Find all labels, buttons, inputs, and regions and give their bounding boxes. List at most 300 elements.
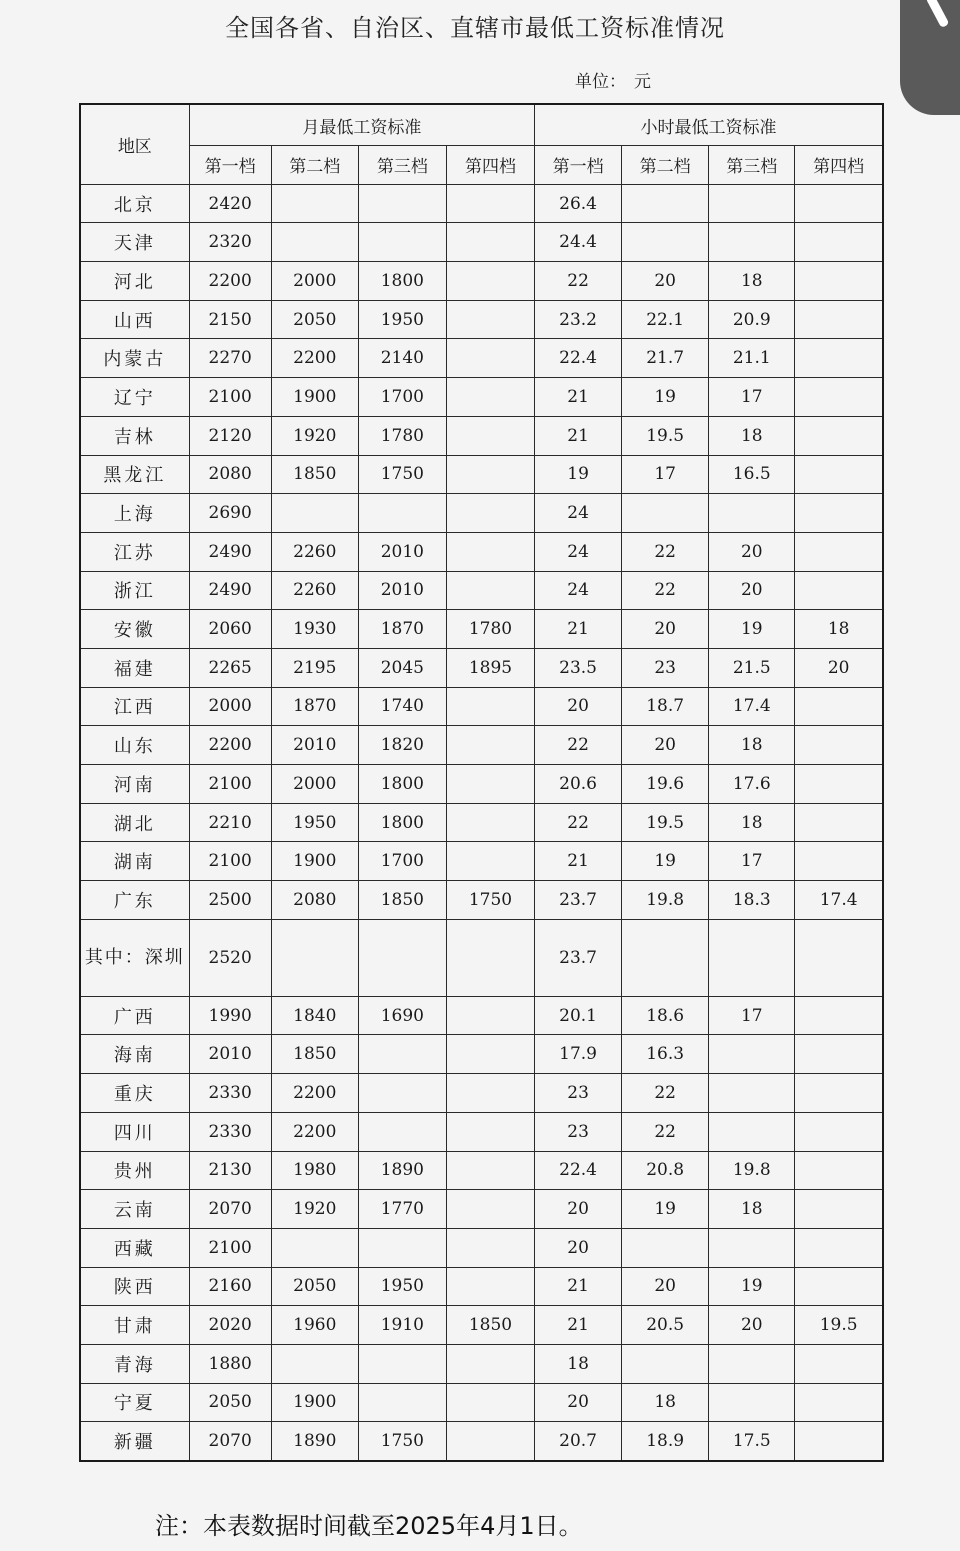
hourly-value-cell [795, 726, 883, 765]
hourly-value-cell: 23 [535, 1074, 622, 1113]
monthly-value-cell: 2130 [189, 1151, 271, 1190]
monthly-value-cell: 2070 [189, 1422, 271, 1461]
monthly-value-cell: 2200 [271, 339, 358, 378]
table-row [80, 1074, 883, 1113]
region-cell: 河南 [80, 765, 189, 804]
monthly-value-cell [446, 726, 534, 765]
hourly-value-cell: 21 [535, 1306, 622, 1345]
monthly-value-cell: 1840 [271, 996, 358, 1035]
monthly-value-cell: 1910 [358, 1306, 446, 1345]
hourly-value-cell: 19.5 [622, 416, 709, 455]
monthly-tier-header: 第一档 [189, 146, 271, 185]
monthly-value-cell [446, 532, 534, 571]
hourly-value-cell: 20 [709, 571, 795, 610]
hourly-value-cell: 24.4 [535, 223, 622, 262]
monthly-value-cell: 2050 [189, 1383, 271, 1422]
monthly-value-cell: 2060 [189, 610, 271, 649]
hourly-value-cell [709, 1112, 795, 1151]
hourly-value-cell: 24 [535, 571, 622, 610]
hourly-value-cell [795, 184, 883, 223]
monthly-value-cell: 1780 [358, 416, 446, 455]
monthly-value-cell: 2010 [189, 1035, 271, 1074]
monthly-value-cell: 2265 [189, 648, 271, 687]
table-row [80, 416, 883, 455]
hourly-value-cell [709, 1344, 795, 1383]
hourly-value-cell [709, 919, 795, 996]
region-cell: 北京 [80, 184, 189, 223]
monthly-value-cell: 2200 [189, 262, 271, 301]
hourly-group-header: 小时最低工资标准 [535, 104, 883, 146]
hourly-value-cell: 20.6 [535, 765, 622, 804]
hourly-value-cell [795, 378, 883, 417]
monthly-value-cell: 2100 [189, 1228, 271, 1267]
hourly-value-cell: 23 [535, 1112, 622, 1151]
hourly-value-cell: 22 [622, 571, 709, 610]
hourly-value-cell: 20 [622, 1267, 709, 1306]
table-row [80, 339, 883, 378]
hourly-value-cell: 17.4 [709, 687, 795, 726]
hourly-value-cell: 21 [535, 842, 622, 881]
monthly-value-cell [446, 1035, 534, 1074]
region-cell: 河北 [80, 262, 189, 301]
hourly-value-cell [795, 494, 883, 533]
monthly-value-cell [446, 494, 534, 533]
hourly-value-cell: 21.7 [622, 339, 709, 378]
monthly-value-cell: 1950 [271, 803, 358, 842]
hourly-value-cell: 21 [535, 416, 622, 455]
table-row [80, 1190, 883, 1229]
hourly-value-cell [795, 455, 883, 494]
table-row [80, 1112, 883, 1151]
region-cell: 云南 [80, 1190, 189, 1229]
monthly-value-cell: 2520 [189, 919, 271, 996]
region-cell: 浙江 [80, 571, 189, 610]
hourly-value-cell: 18.6 [622, 996, 709, 1035]
footnote: 注：本表数据时间截至2025年4月1日。 [155, 1512, 583, 1540]
monthly-value-cell [358, 223, 446, 262]
hourly-value-cell [795, 1267, 883, 1306]
monthly-value-cell [271, 919, 358, 996]
monthly-value-cell: 2000 [271, 765, 358, 804]
region-cell: 其中：深圳 [80, 919, 189, 996]
monthly-value-cell: 2100 [189, 765, 271, 804]
hourly-value-cell: 22 [622, 1074, 709, 1113]
hourly-value-cell: 16.3 [622, 1035, 709, 1074]
hourly-value-cell: 19 [535, 455, 622, 494]
monthly-value-cell: 2020 [189, 1306, 271, 1345]
monthly-value-cell: 2010 [358, 532, 446, 571]
wage-table [79, 103, 884, 1462]
monthly-value-cell: 1895 [446, 648, 534, 687]
page-title: 全国各省、自治区、直辖市最低工资标准情况 [225, 14, 725, 42]
table-row [80, 919, 883, 996]
hourly-value-cell: 20.5 [622, 1306, 709, 1345]
hourly-value-cell: 19.5 [795, 1306, 883, 1345]
unit-label [575, 67, 651, 92]
hourly-value-cell: 20.9 [709, 300, 795, 339]
table-row [80, 1228, 883, 1267]
monthly-value-cell [446, 262, 534, 301]
hourly-value-cell: 21.1 [709, 339, 795, 378]
monthly-value-cell: 1900 [271, 842, 358, 881]
table-row [80, 996, 883, 1035]
monthly-value-cell [446, 455, 534, 494]
region-cell: 江苏 [80, 532, 189, 571]
monthly-tier-header: 第四档 [446, 146, 534, 185]
monthly-value-cell [446, 842, 534, 881]
hourly-value-cell: 22 [535, 262, 622, 301]
monthly-value-cell: 1850 [271, 455, 358, 494]
hourly-value-cell: 17 [622, 455, 709, 494]
hourly-value-cell [795, 1190, 883, 1229]
hourly-value-cell [795, 416, 883, 455]
monthly-value-cell: 2140 [358, 339, 446, 378]
hourly-value-cell: 17 [709, 378, 795, 417]
hourly-value-cell: 19 [622, 842, 709, 881]
region-cell: 四川 [80, 1112, 189, 1151]
hourly-value-cell: 24 [535, 494, 622, 533]
hourly-value-cell: 16.5 [709, 455, 795, 494]
hourly-tier-header: 第一档 [535, 146, 622, 185]
monthly-value-cell: 2080 [271, 881, 358, 920]
table-row [80, 648, 883, 687]
hourly-value-cell [795, 571, 883, 610]
hourly-value-cell: 18 [709, 1190, 795, 1229]
hourly-value-cell: 23.7 [535, 919, 622, 996]
monthly-value-cell [358, 1344, 446, 1383]
hourly-value-cell [795, 687, 883, 726]
monthly-value-cell: 1850 [271, 1035, 358, 1074]
monthly-value-cell: 2260 [271, 571, 358, 610]
region-cell: 上海 [80, 494, 189, 533]
region-cell: 湖南 [80, 842, 189, 881]
hourly-value-cell: 18.9 [622, 1422, 709, 1461]
hourly-value-cell [795, 1344, 883, 1383]
monthly-value-cell: 1850 [446, 1306, 534, 1345]
hourly-value-cell [622, 1344, 709, 1383]
table-row [80, 803, 883, 842]
hourly-value-cell: 20 [535, 1228, 622, 1267]
monthly-value-cell [446, 1112, 534, 1151]
hourly-value-cell: 18 [709, 726, 795, 765]
monthly-value-cell: 1750 [358, 455, 446, 494]
region-cell: 江西 [80, 687, 189, 726]
hourly-value-cell [622, 184, 709, 223]
monthly-value-cell: 1800 [358, 803, 446, 842]
region-cell: 安徽 [80, 610, 189, 649]
hourly-value-cell: 21 [535, 610, 622, 649]
hourly-value-cell: 18.7 [622, 687, 709, 726]
region-cell: 甘肃 [80, 1306, 189, 1345]
hourly-value-cell [795, 919, 883, 996]
region-cell: 天津 [80, 223, 189, 262]
hourly-value-cell: 18.3 [709, 881, 795, 920]
region-cell: 黑龙江 [80, 455, 189, 494]
region-cell: 湖北 [80, 803, 189, 842]
hourly-value-cell: 22 [622, 532, 709, 571]
hourly-value-cell: 22.4 [535, 339, 622, 378]
hourly-value-cell [795, 1151, 883, 1190]
table-row [80, 494, 883, 533]
monthly-value-cell [446, 919, 534, 996]
hourly-value-cell: 17 [709, 842, 795, 881]
monthly-value-cell [446, 378, 534, 417]
hourly-value-cell: 19 [709, 610, 795, 649]
monthly-value-cell: 2160 [189, 1267, 271, 1306]
monthly-value-cell [446, 1267, 534, 1306]
monthly-value-cell: 1990 [189, 996, 271, 1035]
hourly-value-cell: 20.8 [622, 1151, 709, 1190]
monthly-value-cell: 1890 [358, 1151, 446, 1190]
hourly-value-cell [795, 765, 883, 804]
monthly-value-cell: 2330 [189, 1074, 271, 1113]
monthly-value-cell [446, 1344, 534, 1383]
monthly-value-cell [446, 184, 534, 223]
monthly-value-cell [446, 1074, 534, 1113]
monthly-value-cell [446, 996, 534, 1035]
monthly-value-cell: 1890 [271, 1422, 358, 1461]
hourly-value-cell [622, 919, 709, 996]
monthly-value-cell: 1800 [358, 765, 446, 804]
region-cell: 宁夏 [80, 1383, 189, 1422]
monthly-value-cell: 2080 [189, 455, 271, 494]
monthly-value-cell: 2260 [271, 532, 358, 571]
region-cell: 山西 [80, 300, 189, 339]
hourly-value-cell: 17.5 [709, 1422, 795, 1461]
hourly-value-cell: 20 [709, 1306, 795, 1345]
hourly-value-cell [795, 1074, 883, 1113]
monthly-tier-header: 第三档 [358, 146, 446, 185]
hourly-value-cell: 20 [535, 1190, 622, 1229]
table-row [80, 765, 883, 804]
table-row [80, 881, 883, 920]
monthly-value-cell: 2270 [189, 339, 271, 378]
region-cell: 海南 [80, 1035, 189, 1074]
monthly-value-cell: 2690 [189, 494, 271, 533]
table-row [80, 726, 883, 765]
monthly-value-cell [358, 1383, 446, 1422]
monthly-value-cell: 1950 [358, 300, 446, 339]
monthly-value-cell: 2120 [189, 416, 271, 455]
hourly-value-cell: 22 [622, 1112, 709, 1151]
monthly-value-cell [446, 223, 534, 262]
table-row [80, 262, 883, 301]
monthly-value-cell: 2050 [271, 300, 358, 339]
monthly-value-cell [358, 1112, 446, 1151]
hourly-value-cell: 19 [622, 1190, 709, 1229]
hourly-value-cell [795, 1035, 883, 1074]
hourly-value-cell: 22.4 [535, 1151, 622, 1190]
table-row [80, 610, 883, 649]
hourly-value-cell [709, 1074, 795, 1113]
region-cell: 山东 [80, 726, 189, 765]
monthly-value-cell: 1750 [358, 1422, 446, 1461]
monthly-value-cell: 1690 [358, 996, 446, 1035]
monthly-value-cell [446, 765, 534, 804]
hourly-value-cell: 23.5 [535, 648, 622, 687]
monthly-value-cell: 2210 [189, 803, 271, 842]
region-header: 地区 [80, 104, 189, 184]
hourly-value-cell: 19.8 [622, 881, 709, 920]
monthly-tier-header: 第二档 [271, 146, 358, 185]
table-row [80, 455, 883, 494]
table-row [80, 571, 883, 610]
hourly-value-cell [709, 1383, 795, 1422]
monthly-value-cell: 1700 [358, 378, 446, 417]
table-row [80, 532, 883, 571]
hourly-value-cell: 18 [709, 803, 795, 842]
table-row [80, 1267, 883, 1306]
hourly-value-cell: 20.1 [535, 996, 622, 1035]
monthly-value-cell: 2490 [189, 571, 271, 610]
monthly-value-cell [446, 1190, 534, 1229]
hourly-value-cell: 20 [622, 262, 709, 301]
monthly-value-cell: 2200 [271, 1074, 358, 1113]
hourly-value-cell [795, 339, 883, 378]
table-row [80, 1422, 883, 1461]
monthly-value-cell: 1950 [358, 1267, 446, 1306]
monthly-value-cell [446, 571, 534, 610]
monthly-value-cell: 1980 [271, 1151, 358, 1190]
monthly-value-cell: 1880 [189, 1344, 271, 1383]
monthly-group-header: 月最低工资标准 [189, 104, 534, 146]
monthly-value-cell: 2195 [271, 648, 358, 687]
region-cell: 辽宁 [80, 378, 189, 417]
hourly-value-cell: 20 [709, 532, 795, 571]
hourly-value-cell: 18 [709, 416, 795, 455]
hourly-value-cell: 21 [535, 1267, 622, 1306]
table-row [80, 1151, 883, 1190]
hourly-value-cell [795, 996, 883, 1035]
monthly-value-cell: 1900 [271, 1383, 358, 1422]
hourly-value-cell: 18 [709, 262, 795, 301]
hourly-value-cell: 18 [535, 1344, 622, 1383]
monthly-value-cell: 2500 [189, 881, 271, 920]
monthly-value-cell: 1930 [271, 610, 358, 649]
hourly-value-cell [795, 803, 883, 842]
hourly-value-cell [709, 1228, 795, 1267]
region-cell: 贵州 [80, 1151, 189, 1190]
hourly-value-cell [709, 1035, 795, 1074]
hourly-value-cell: 20.7 [535, 1422, 622, 1461]
hourly-value-cell [709, 494, 795, 533]
hourly-value-cell [795, 1422, 883, 1461]
table-row [80, 378, 883, 417]
monthly-value-cell: 1960 [271, 1306, 358, 1345]
monthly-value-cell [271, 184, 358, 223]
monthly-value-cell: 1900 [271, 378, 358, 417]
monthly-value-cell: 1870 [358, 610, 446, 649]
hourly-tier-header: 第四档 [795, 146, 883, 185]
monthly-value-cell: 2330 [189, 1112, 271, 1151]
monthly-value-cell [446, 300, 534, 339]
monthly-value-cell [271, 494, 358, 533]
hourly-value-cell [795, 1383, 883, 1422]
monthly-value-cell: 1920 [271, 1190, 358, 1229]
monthly-value-cell [358, 494, 446, 533]
monthly-value-cell [446, 1151, 534, 1190]
hourly-value-cell: 19.6 [622, 765, 709, 804]
hourly-value-cell: 19 [622, 378, 709, 417]
hourly-value-cell [795, 1228, 883, 1267]
monthly-value-cell [358, 1074, 446, 1113]
table-row [80, 184, 883, 223]
monthly-value-cell [446, 687, 534, 726]
hourly-value-cell [622, 223, 709, 262]
monthly-value-cell [446, 1422, 534, 1461]
hourly-value-cell: 17.4 [795, 881, 883, 920]
hourly-value-cell: 23.2 [535, 300, 622, 339]
monthly-value-cell: 1770 [358, 1190, 446, 1229]
hourly-value-cell [795, 842, 883, 881]
hourly-value-cell [795, 532, 883, 571]
monthly-value-cell: 1740 [358, 687, 446, 726]
hourly-value-cell: 22 [535, 726, 622, 765]
monthly-value-cell [446, 1228, 534, 1267]
monthly-value-cell [358, 184, 446, 223]
hourly-value-cell: 20 [622, 726, 709, 765]
monthly-value-cell [358, 919, 446, 996]
table-row [80, 1344, 883, 1383]
monthly-value-cell [358, 1035, 446, 1074]
monthly-value-cell: 2420 [189, 184, 271, 223]
hourly-value-cell: 19 [709, 1267, 795, 1306]
monthly-value-cell [446, 803, 534, 842]
monthly-value-cell: 2070 [189, 1190, 271, 1229]
hourly-value-cell: 23 [622, 648, 709, 687]
hourly-value-cell [709, 223, 795, 262]
table-row [80, 687, 883, 726]
hourly-value-cell [795, 1112, 883, 1151]
hourly-value-cell: 22 [535, 803, 622, 842]
hourly-value-cell: 17 [709, 996, 795, 1035]
hourly-value-cell: 19.8 [709, 1151, 795, 1190]
monthly-value-cell: 1920 [271, 416, 358, 455]
monthly-value-cell: 2200 [271, 1112, 358, 1151]
hourly-value-cell: 18 [795, 610, 883, 649]
hourly-value-cell [622, 494, 709, 533]
monthly-value-cell: 2200 [189, 726, 271, 765]
monthly-value-cell [446, 416, 534, 455]
hourly-value-cell [795, 300, 883, 339]
table-row [80, 1383, 883, 1422]
region-cell: 青海 [80, 1344, 189, 1383]
hourly-value-cell [709, 184, 795, 223]
monthly-value-cell: 2100 [189, 842, 271, 881]
hourly-value-cell: 23.7 [535, 881, 622, 920]
hourly-value-cell: 17.6 [709, 765, 795, 804]
hourly-value-cell: 19.5 [622, 803, 709, 842]
table-row [80, 1035, 883, 1074]
monthly-value-cell [271, 223, 358, 262]
unit-value: 元 [634, 72, 651, 92]
monthly-value-cell [271, 1228, 358, 1267]
table-row [80, 842, 883, 881]
monthly-value-cell [446, 339, 534, 378]
monthly-value-cell: 2045 [358, 648, 446, 687]
monthly-value-cell [271, 1344, 358, 1383]
monthly-value-cell: 2490 [189, 532, 271, 571]
unit-caption: 单位： [575, 72, 626, 92]
monthly-value-cell: 1820 [358, 726, 446, 765]
hourly-value-cell: 20 [535, 687, 622, 726]
hourly-value-cell: 24 [535, 532, 622, 571]
hourly-value-cell: 20 [622, 610, 709, 649]
monthly-value-cell: 2150 [189, 300, 271, 339]
monthly-value-cell: 2050 [271, 1267, 358, 1306]
table-row [80, 300, 883, 339]
monthly-value-cell: 2000 [189, 687, 271, 726]
